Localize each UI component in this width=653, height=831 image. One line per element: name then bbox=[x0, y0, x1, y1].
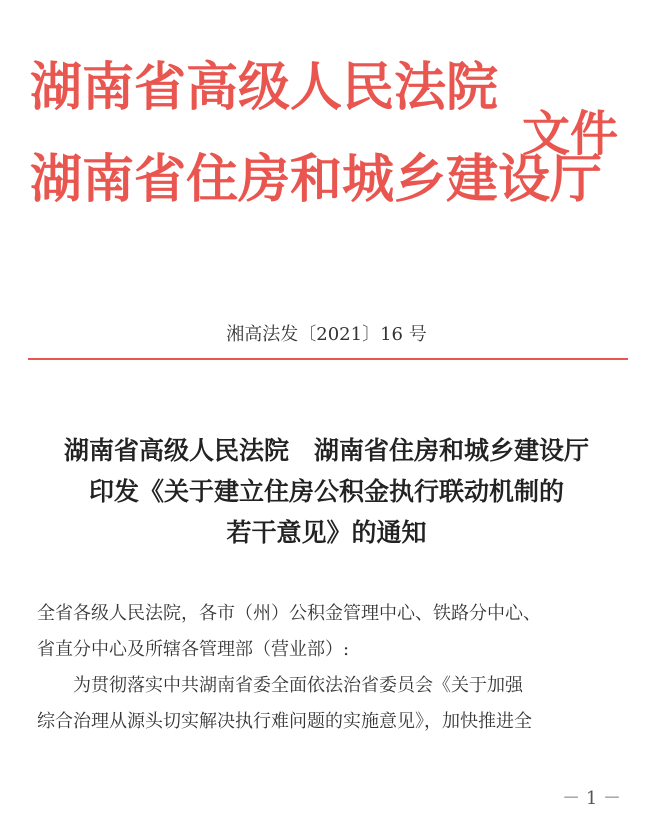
title-line: 湖南省高级人民法院 湖南省住房和城乡建设厅 bbox=[63, 436, 589, 465]
addressee-line: 省直分中心及所辖各管理部（营业部）: bbox=[37, 639, 350, 660]
title-line: 若干意见》的通知 bbox=[226, 518, 427, 547]
body-paragraph bbox=[37, 668, 627, 740]
paragraph-line: 综合治理从源头切实解决执行难问题的实施意见》，加快推进全 bbox=[37, 711, 532, 732]
document-title bbox=[20, 430, 633, 553]
document-suffix: 文件 bbox=[522, 106, 619, 162]
document-number: 湘高法发〔2021〕16 号 bbox=[226, 324, 427, 345]
addressee-block bbox=[37, 596, 627, 668]
page-number-text: － 1 － bbox=[562, 788, 621, 809]
title-line: 印发《关于建立住房公积金执行联动机制的 bbox=[88, 477, 564, 506]
paragraph-line: 为贯彻落实中共湖南省委全面依法治省委员会《关于加强 bbox=[73, 675, 523, 696]
addressee-line: 全省各级人民法院，各市（州）公积金管理中心、铁路分中心、 bbox=[37, 603, 541, 624]
issuer-name-housing-department: 湖南省住房和城乡建设厅 bbox=[30, 150, 603, 210]
red-divider-line bbox=[28, 358, 628, 360]
issuer-name-court: 湖南省高级人民法院 bbox=[30, 58, 499, 118]
